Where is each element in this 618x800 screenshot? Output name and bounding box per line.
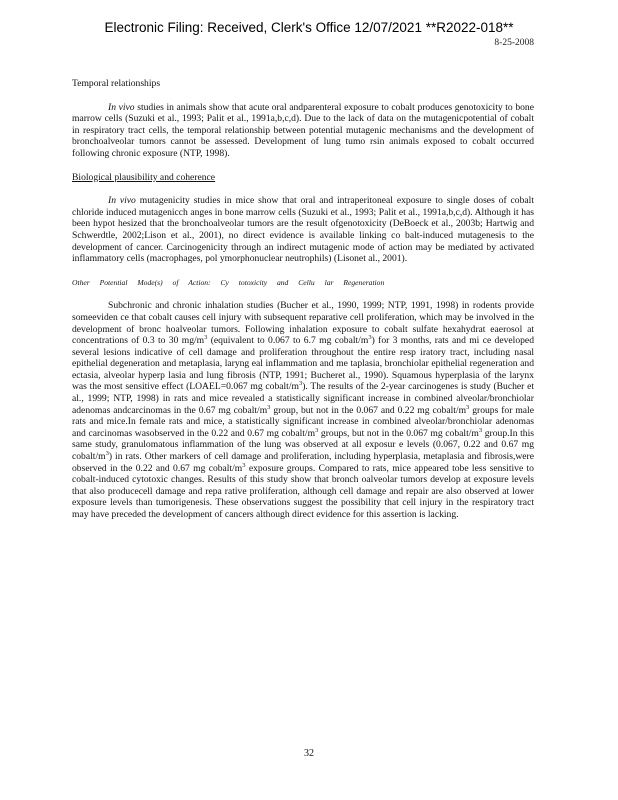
filing-header: Electronic Filing: Received, Clerk's Office 12/07/2021 **R2022-018** bbox=[104, 20, 514, 35]
section-heading-other-modes: Other Potential Mode(s) of Action: Cy totoxicity and Cellu lar Regeneration bbox=[72, 277, 385, 287]
page-number: 32 bbox=[304, 748, 314, 759]
italic-term: In vivo bbox=[108, 101, 135, 113]
text-segment: group.In this same study, granulomatous inflammation of the lung was observed at all exposur e levels (0.067, 0.22 and 0.67 mg cobalt/m bbox=[72, 427, 534, 463]
text-segment: groups, but not in the 0.067 mg cobalt/m bbox=[318, 427, 479, 439]
superscript: 3 bbox=[298, 380, 303, 388]
superscript: 3 bbox=[267, 403, 271, 411]
section-heading-biological: Biological plausibility and coherence bbox=[72, 171, 216, 183]
text-segment: ) for 3 months, rats and mi ce developed several lesions indicative of cell damage and proliferation throughout the entire resp iratory tract, including nasal epithelial degeneration and metaplasia, laryng eal inflammation and me taplasia, bronchiolar epithelial regeneration and ectasia, alveolar hyperp lasia and lung fibrosis (NTP, 1991; Bucheret al., 1990). Squamous hyperplasia of the larynx was the most sensitive effect (LOAEL=0.067 mg cobalt/m bbox=[72, 335, 534, 393]
text-segment: (equivalent to 0.067 to 6.7 mg cobalt/m bbox=[207, 335, 369, 347]
text-segment: ). The results of the 2-year carcinogenes is study (Bucher et al., 1999; NTP, 1998) in rats and mice revealed a statistically significant increase in combined alveolar/bronchiolar adenomas andcarcinomas in the 0.67 mg cobalt/m bbox=[72, 381, 534, 416]
section-heading-temporal: Temporal relationships bbox=[72, 78, 161, 89]
paragraph-temporal bbox=[72, 102, 534, 160]
text-segment: groups for male rats and mice.In female rats and mice, a statistically significant increase in combined alveolar/bronchiolar adenomas and carcinomas wasobserved in the 0.22 and 0.67 mg cobalt/m bbox=[72, 404, 534, 439]
superscript: 3 bbox=[478, 426, 483, 434]
document-date: 8-25-2008 bbox=[494, 38, 534, 48]
text-segment: Subchronic and chronic inhalation studies (Bucher et al., 1990, 1999; NTP, 1991, 1998) in rodents provide someeviden ce that cobalt causes cell injury with subsequent reparative cell proliferation, which may be involved in the development of bronc hoalveolar tumors. Following inhalation exposure to cobalt sulfate hexahydrat eaerosol at concentrations of 0.3 to 30 mg/m bbox=[72, 300, 534, 347]
text-segment: ) in rats. Other markers of cell damage and proliferation, including hyperplasia, metaplasia and fibrosis,were observed in the 0.22 and 0.67 mg cobalt/m bbox=[72, 451, 534, 474]
superscript: 3 bbox=[242, 461, 246, 469]
superscript: 3 bbox=[466, 403, 470, 411]
superscript: 3 bbox=[204, 333, 208, 341]
text-segment: group, but not in the 0.067 and 0.22 mg cobalt/m bbox=[270, 404, 467, 416]
text-segment: exposure groups. Compared to rats, mice appeared tobe less sensitive to cobalt-induced cytotoxic changes. Results of this study show that bronch oalveolar tumors develop at exposure levels that also producecell damage and repa rative proliferation, although cell damage and repair are also observed at lower exposure levels than tumorigenesis. These observations suggest the possibility that cell injury in the respiratory tract may have preceded the development of cancers although direct evidence for this assertion is lacking. bbox=[72, 462, 534, 520]
paragraph-biological bbox=[72, 195, 534, 265]
superscript: 3 bbox=[105, 449, 109, 457]
italic-term: In vivo bbox=[108, 195, 136, 207]
document-body bbox=[72, 78, 534, 521]
paragraph-other-modes bbox=[72, 300, 534, 520]
paragraph-text: mutagenicity studies in mice show that oral and intraperitoneal exposure to single doses of cobalt chloride induced mutagenicch anges in bone marrow cells (Suzuki et al., 1993; Palit et al., 1991a,b,c,d). Although it has been hypot hesized that the bronchoalveolar tumors are the result ofgenotoxicity (DeBoeck et al., 2003b; Hartwig and Schwerdtle, 2002;Lison et al., 2001), no direct evidence is available linking co balt-induced mutagenesis to the development of cancer. Carcinogenicity through an indirect mutagenic mode of action may be mediated by activated inflammatory cells (macrophages, pol ymorphonuclear neutrophils) (Lisonet al., 2001). bbox=[72, 195, 534, 265]
superscript: 3 bbox=[315, 426, 319, 434]
superscript: 3 bbox=[368, 333, 372, 341]
paragraph-text: studies in animals show that acute oral andparenteral exposure to cobalt produces genotoxicity to bone marrow cells (Suzuki et al., 1993; Palit et al., 1991a,b,c,d). Due to the lack of data on the mutagenicpotential of cobalt in respiratory tract cells, the temporal relationship between potential mutagenic mechanisms and the development of bronchoalveolar tumors cannot be assessed. Development of lung tumo rsin animals exposed to cobalt occurred following chronic exposure (NTP, 1998). bbox=[72, 101, 534, 159]
